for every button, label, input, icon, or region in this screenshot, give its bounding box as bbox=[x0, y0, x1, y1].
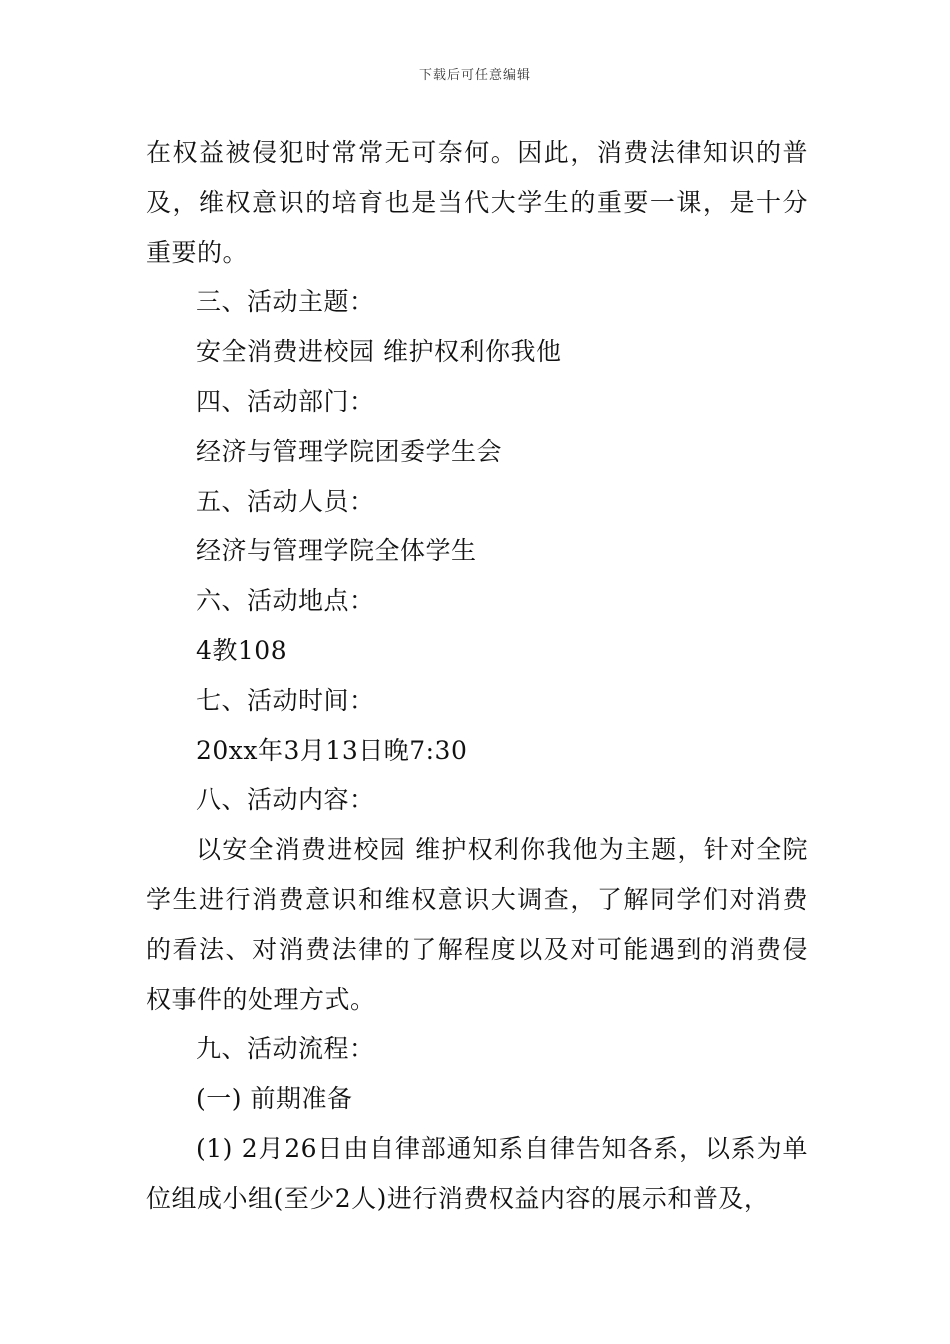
paragraph-department: 经济与管理学院团委学生会 bbox=[196, 436, 503, 466]
paragraph-content: 以安全消费进校园 维护权利你我他为主题，针对全院学生进行消费意识和维权意识大调查，了解同学们对消费的看法、对消费法律的了解程度以及对可能遇到的消费侵权事件的处理方式。 bbox=[146, 835, 808, 1014]
subheading-preparation: (一) 前期准备 bbox=[196, 1084, 353, 1114]
section-heading-participants: 五、活动人员： bbox=[196, 486, 375, 516]
section-heading-process: 九、活动流程： bbox=[196, 1034, 375, 1064]
document-body bbox=[146, 128, 808, 1224]
paragraph-theme: 安全消费进校园 维护权利你我他 bbox=[196, 337, 562, 367]
paragraph-location: 4教108 bbox=[196, 635, 288, 665]
paragraph-preparation-step-1: (1) 2月26日由自律部通知系自律告知各系，以系为单位组成小组(至少2人)进行消费权益内容的展示和普及， bbox=[146, 1133, 808, 1213]
section-heading-time: 七、活动时间： bbox=[196, 685, 375, 715]
section-heading-content: 八、活动内容： bbox=[196, 785, 375, 815]
section-heading-location: 六、活动地点： bbox=[196, 586, 375, 616]
paragraph-time: 20xx年3月13日晚7:30 bbox=[196, 735, 468, 765]
paragraph-participants: 经济与管理学院全体学生 bbox=[196, 536, 477, 566]
paragraph-continuation: 在权益被侵犯时常常无可奈何。因此，消费法律知识的普及，维权意识的培育也是当代大学生的重要一课，是十分重要的。 bbox=[146, 138, 808, 267]
section-heading-theme: 三、活动主题： bbox=[196, 287, 375, 317]
section-heading-department: 四、活动部门： bbox=[196, 386, 375, 416]
header-note: 下载后可任意编辑 bbox=[418, 68, 531, 83]
